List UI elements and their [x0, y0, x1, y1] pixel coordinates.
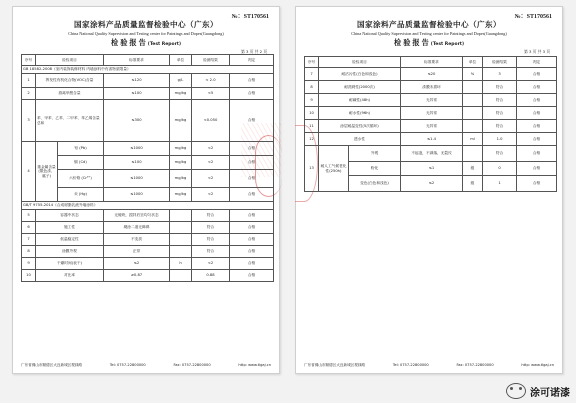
- table-row: 10 对比率 ≥0.87 0.88 合格: [22, 270, 274, 282]
- section-title: GB/T 9755-2014《合成树脂乳液外墙涂料》: [22, 202, 274, 210]
- page-footer: 广东省佛山市顺德区大良新城区观绿路 Tel: 0757-22800000 Fax: 0757-22800000 http: www.tlgaj.cn: [21, 363, 271, 367]
- table-row: 粉化 ≤1 级 0 合格: [305, 162, 557, 176]
- table-header: 序号 检验项目 标准要求 单位 检测结果 判定: [305, 57, 557, 68]
- table-row: 8 耐洗刷性(2000次) 漆膜未损坏 符合 合格: [305, 81, 557, 94]
- report-number: №：ST170561: [231, 14, 269, 20]
- org-name-en: China National Quality Supervision and Testing center for Paintings and Dopes(Guangdong): [68, 31, 224, 36]
- report-title: 检验报告(Test Report): [394, 38, 464, 47]
- table-row: 9 干燥时间(表干) ≤2 h <2 合格: [22, 258, 274, 270]
- table-row: 6 施工性 刷涂二道无障碍 符合 合格: [22, 222, 274, 234]
- wechat-icon: [506, 383, 526, 399]
- table-row: 变色(白色和浅色) ≤2 级 1 合格: [305, 176, 557, 192]
- table-row: 1 挥发性有机化合物(VOC)含量 ≤120 g/L < 2.0 合格: [22, 74, 274, 88]
- table-row: 13 耐人工气候老化性(250h) 外观 不起泡，不剥落，无裂纹 符合 合格: [305, 146, 557, 162]
- org-name-cn: 国家涂料产品质量监督检验中心（广东）: [357, 20, 501, 29]
- table-row: 11 涂层耐温变性(5次循环) 无异常 符合 合格: [305, 120, 557, 133]
- section-title: GB 18582-2008《室内装饰装修材料 内墙涂料中有害物质限量》: [22, 66, 274, 74]
- table-row: 4 重金属含量(限色漆、腻子) 铅 (Pb) ≤1000 mg/kg <2 合格: [22, 142, 274, 156]
- page-label: 第 3 页 共 3 页: [523, 49, 550, 54]
- watermark-text: 涂可诺漆: [530, 387, 570, 399]
- table-row: 汞 (Hg) ≤1000 mg/kg <2 合格: [22, 188, 274, 202]
- watermark: [506, 383, 570, 399]
- table-row: 5 容器中状态 无硬块，搅拌后呈均匀状态 符合 合格: [22, 210, 274, 222]
- org-name-cn: 国家涂料产品质量监督检验中心（广东）: [74, 20, 218, 29]
- table-row: 7 耐沾污性(白色和浅色) ≤20 % 3 合格: [305, 68, 557, 81]
- table-row: 7 低温稳定性 不变质 符合 合格: [22, 234, 274, 246]
- table-row: 六价铬 (Cr⁶⁺) ≤1000 mg/kg <2 合格: [22, 170, 274, 188]
- table-header: 序号 检验项目 标准要求 单位 检测结果 判定: [22, 55, 274, 66]
- report-page-left: [12, 6, 280, 374]
- report-title: 检验报告(Test Report): [111, 38, 181, 47]
- table-row: 10 耐水性(96h) 无异常 符合 合格: [305, 107, 557, 120]
- results-table-left: [21, 54, 274, 282]
- table-row: 镉 (Cd) ≤100 mg/kg <2 合格: [22, 156, 274, 170]
- report-number: №：ST170561: [514, 14, 552, 20]
- table-row: 8 涂膜外观 正常 符合 合格: [22, 246, 274, 258]
- page-label: 第 3 页 共 2 页: [240, 49, 267, 54]
- table-row: 12 透水性 ≤1.4 ml 1.0 合格: [305, 133, 557, 146]
- results-table-right: [304, 56, 557, 192]
- table-row: 2 游离甲醛含量 ≤100 mg/kg <5 合格: [22, 88, 274, 100]
- page-footer: 广东省佛山市顺德区大良新城区观绿路 Tel: 0757-22800000 Fax: 0757-22800000 http: www.tlgaj.cn: [304, 363, 554, 367]
- report-page-right: [295, 6, 563, 374]
- table-row: 9 耐碱性(48h) 无异常 符合 合格: [305, 94, 557, 107]
- org-name-en: China National Quality Supervision and Testing center for Paintings and Dopes(Guangdong): [351, 31, 507, 36]
- table-row: 3 苯、甲苯、乙苯、二甲苯、苯乙烯含量总和 ≤300 mg/kg <0.050 合格: [22, 100, 274, 142]
